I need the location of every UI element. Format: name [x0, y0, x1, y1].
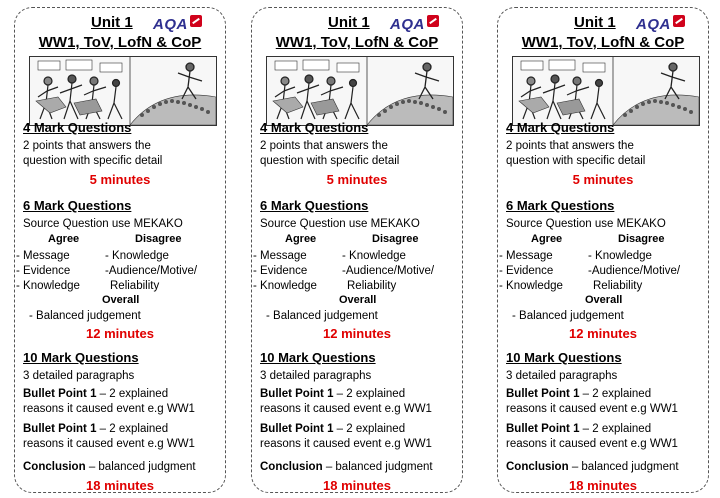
disagree-item: - Knowledge — [588, 250, 652, 262]
conclusion-label: Conclusion — [23, 461, 86, 473]
agree-item: - Knowledge — [499, 280, 563, 292]
disagree-item: Reliability — [110, 280, 160, 292]
agree-item: - Knowledge — [16, 280, 80, 292]
agree-item: - Message — [16, 250, 70, 262]
revision-card — [14, 7, 226, 493]
bullet-point-2-line2: reasons it caused event e.g WW1 — [506, 438, 678, 450]
bullet-point-label: Bullet Point 1 — [506, 388, 580, 400]
overall-label: Overall — [339, 294, 377, 306]
four-mark-heading: 4 Mark Questions — [506, 120, 615, 135]
bullet-point-text: – 2 explained — [333, 388, 406, 400]
overall-label: Overall — [585, 294, 623, 306]
bullet-point-text: – 2 explained — [579, 388, 652, 400]
bullet-point-text: – 2 explained — [579, 423, 652, 435]
disagree-label: Disagree — [372, 233, 419, 245]
six-mark-time: 12 minutes — [86, 326, 154, 341]
agree-item: - Knowledge — [253, 280, 317, 292]
bullet-point-label: Bullet Point 1 — [260, 388, 334, 400]
ten-mark-intro: 3 detailed paragraphs — [260, 370, 372, 382]
bullet-point-text: – 2 explained — [333, 423, 406, 435]
overall-text: - Balanced judgement — [266, 310, 378, 322]
overall-text: - Balanced judgement — [512, 310, 624, 322]
six-mark-heading: 6 Mark Questions — [260, 198, 369, 213]
bullet-point-2 — [23, 422, 168, 437]
bullet-point-2-line2: reasons it caused event e.g WW1 — [23, 438, 195, 450]
aqa-flag-icon — [190, 15, 202, 27]
bullet-point-2 — [260, 422, 405, 437]
six-mark-intro: Source Question use MEKAKO — [506, 218, 666, 230]
political-cartoon-image — [512, 56, 700, 126]
conclusion — [23, 460, 196, 475]
four-mark-line2: question with specific detail — [23, 155, 163, 167]
political-cartoon-image — [29, 56, 217, 126]
four-mark-time: 5 minutes — [572, 172, 634, 187]
four-mark-time: 5 minutes — [89, 172, 151, 187]
four-mark-heading: 4 Mark Questions — [23, 120, 132, 135]
ten-mark-time: 18 minutes — [86, 478, 154, 493]
bullet-point-2 — [506, 422, 651, 437]
agree-item: - Message — [499, 250, 553, 262]
four-mark-line2: question with specific detail — [506, 155, 646, 167]
bullet-point-label: Bullet Point 1 — [23, 423, 97, 435]
political-cartoon-image — [266, 56, 454, 126]
disagree-item: -Audience/Motive/ — [105, 265, 198, 277]
four-mark-heading: 4 Mark Questions — [260, 120, 369, 135]
unit-title: Unit 1 — [574, 14, 616, 31]
ten-mark-time: 18 minutes — [569, 478, 637, 493]
six-mark-intro: Source Question use MEKAKO — [260, 218, 420, 230]
bullet-point-1-line2: reasons it caused event e.g WW1 — [260, 403, 432, 415]
disagree-item: - Knowledge — [342, 250, 406, 262]
subtitle: WW1, ToV, LofN & CoP — [275, 34, 439, 51]
disagree-label: Disagree — [618, 233, 665, 245]
agree-label: Agree — [531, 233, 563, 245]
conclusion-label: Conclusion — [506, 461, 569, 473]
bullet-point-1 — [23, 387, 168, 402]
agree-item: - Message — [253, 250, 307, 262]
bullet-point-text: – 2 explained — [96, 388, 169, 400]
agree-label: Agree — [285, 233, 317, 245]
disagree-label: Disagree — [135, 233, 182, 245]
bullet-point-label: Bullet Point 1 — [23, 388, 97, 400]
disagree-item: -Audience/Motive/ — [342, 265, 435, 277]
overall-text: - Balanced judgement — [29, 310, 141, 322]
conclusion-label: Conclusion — [260, 461, 323, 473]
aqa-logo-text: AQA — [153, 16, 188, 33]
six-mark-time: 12 minutes — [323, 326, 391, 341]
unit-title: Unit 1 — [91, 14, 133, 31]
overall-label: Overall — [102, 294, 140, 306]
conclusion — [260, 460, 433, 475]
ten-mark-heading: 10 Mark Questions — [506, 350, 622, 365]
bullet-point-1-line2: reasons it caused event e.g WW1 — [23, 403, 195, 415]
six-mark-heading: 6 Mark Questions — [506, 198, 615, 213]
ten-mark-intro: 3 detailed paragraphs — [506, 370, 618, 382]
bullet-point-1 — [260, 387, 405, 402]
aqa-flag-icon — [673, 15, 685, 27]
aqa-logo-text: AQA — [390, 16, 425, 33]
bullet-point-text: – 2 explained — [96, 423, 169, 435]
revision-card — [497, 7, 709, 493]
unit-title: Unit 1 — [328, 14, 370, 31]
revision-card — [251, 7, 463, 493]
subtitle: WW1, ToV, LofN & CoP — [521, 34, 685, 51]
agree-item: - Evidence — [16, 265, 71, 277]
ten-mark-intro: 3 detailed paragraphs — [23, 370, 135, 382]
four-mark-line2: question with specific detail — [260, 155, 400, 167]
four-mark-line1: 2 points that answers the — [506, 140, 634, 152]
aqa-logo — [153, 15, 209, 35]
agree-item: - Evidence — [253, 265, 308, 277]
agree-label: Agree — [48, 233, 80, 245]
bullet-point-label: Bullet Point 1 — [260, 423, 334, 435]
subtitle: WW1, ToV, LofN & CoP — [38, 34, 202, 51]
four-mark-line1: 2 points that answers the — [260, 140, 388, 152]
six-mark-intro: Source Question use MEKAKO — [23, 218, 183, 230]
six-mark-heading: 6 Mark Questions — [23, 198, 132, 213]
six-mark-time: 12 minutes — [569, 326, 637, 341]
aqa-flag-icon — [427, 15, 439, 27]
conclusion — [506, 460, 679, 475]
four-mark-time: 5 minutes — [326, 172, 388, 187]
conclusion-text: – balanced judgment — [322, 461, 433, 473]
ten-mark-time: 18 minutes — [323, 478, 391, 493]
ten-mark-heading: 10 Mark Questions — [260, 350, 376, 365]
aqa-logo — [636, 15, 692, 35]
aqa-logo — [390, 15, 446, 35]
four-mark-line1: 2 points that answers the — [23, 140, 151, 152]
disagree-item: Reliability — [593, 280, 643, 292]
bullet-point-1-line2: reasons it caused event e.g WW1 — [506, 403, 678, 415]
conclusion-text: – balanced judgment — [85, 461, 196, 473]
bullet-point-2-line2: reasons it caused event e.g WW1 — [260, 438, 432, 450]
bullet-point-1 — [506, 387, 651, 402]
ten-mark-heading: 10 Mark Questions — [23, 350, 139, 365]
agree-item: - Evidence — [499, 265, 554, 277]
disagree-item: - Knowledge — [105, 250, 169, 262]
aqa-logo-text: AQA — [636, 16, 671, 33]
disagree-item: -Audience/Motive/ — [588, 265, 681, 277]
conclusion-text: – balanced judgment — [568, 461, 679, 473]
bullet-point-label: Bullet Point 1 — [506, 423, 580, 435]
disagree-item: Reliability — [347, 280, 397, 292]
